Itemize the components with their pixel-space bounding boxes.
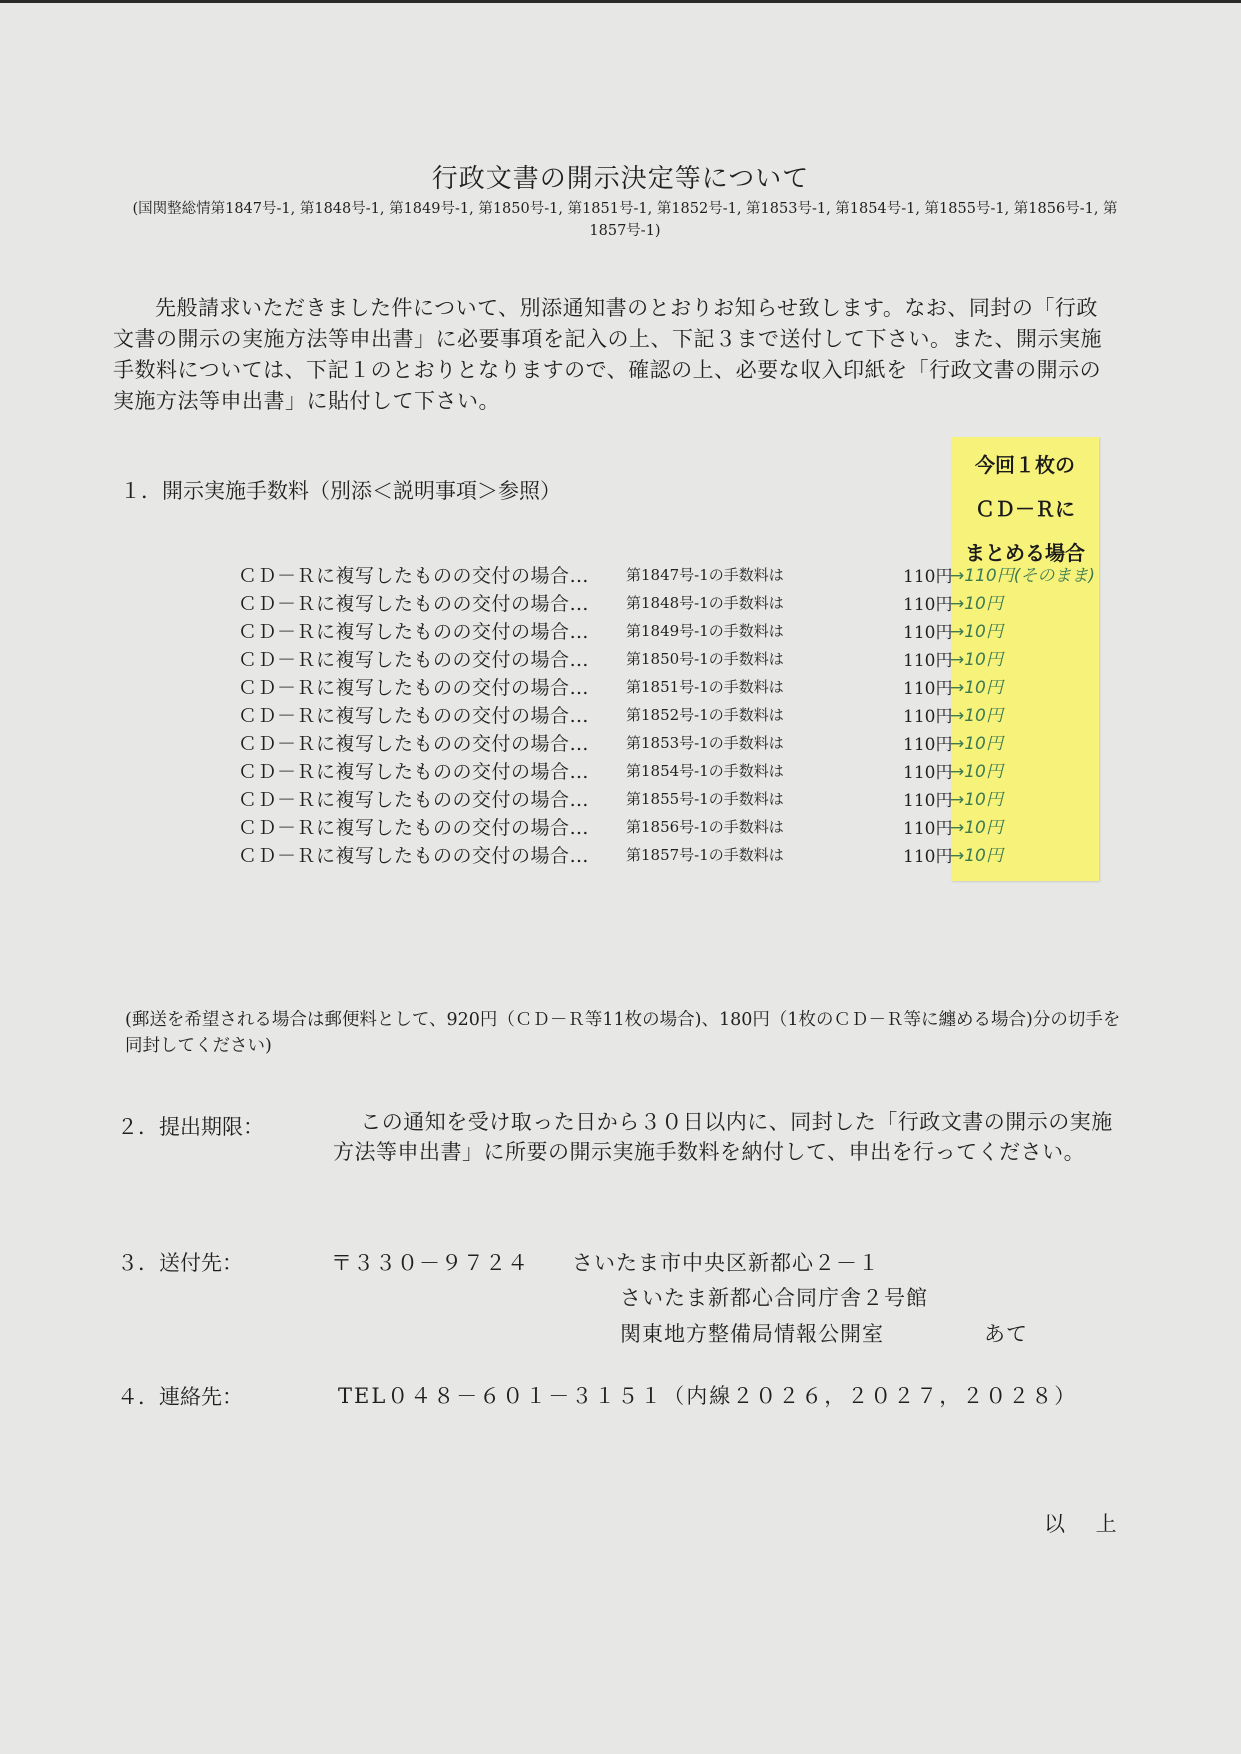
fee-row-handwritten-note: →10円 [950,846,1003,866]
fee-row-handwritten-note: →110円(そのまま) [950,566,1095,586]
sticky-note-line3: まとめる場合 [965,541,1085,565]
fee-row-label: ＣＤ－Ｒに複写したものの交付の場合… [238,677,590,699]
fee-row-handwritten-note: →10円 [950,762,1003,782]
fee-row-label: ＣＤ－Ｒに複写したものの交付の場合… [238,565,590,587]
fee-row-number: 第1849号-1の手数料は [626,622,784,640]
fee-row-label: ＣＤ－Ｒに複写したものの交付の場合… [238,705,590,727]
fee-row-number: 第1848号-1の手数料は [626,594,784,612]
fee-row-handwritten-note: →10円 [950,818,1003,838]
fee-row-number: 第1854号-1の手数料は [626,762,784,780]
fee-row-label: ＣＤ－Ｒに複写したものの交付の場合… [238,621,590,643]
fee-row-handwritten-note: →10円 [950,678,1003,698]
fee-row [238,841,1038,869]
closing-mark: 以 上 [1044,1512,1129,1536]
fee-row-amount: 110円 [903,763,953,783]
section2-text: この通知を受け取った日から３０日以内に、同封した「行政文書の開示の実施方法等申出書」に所要の開示実施手数料を納付して、申出を行ってください。 [333,1110,1113,1164]
fee-row-amount: 110円 [903,623,953,643]
fee-row-number: 第1852号-1の手数料は [626,706,784,724]
section1-heading: １．開示実施手数料（別添＜説明事項＞参照） [120,479,561,503]
fee-row-amount: 110円 [903,791,953,811]
fee-row [238,617,1038,645]
section2-label: ２．提出期限： [117,1115,264,1139]
fee-row-amount: 110円 [903,847,953,867]
fee-row-amount: 110円 [903,707,953,727]
contact-phone: TEL０４８－６０１－３１５１（内線２０２６，２０２７，２０２８） [338,1384,1078,1408]
fee-row-handwritten-note: →10円 [950,622,1003,642]
fee-row-amount: 110円 [903,595,953,615]
fee-row-label: ＣＤ－Ｒに複写したものの交付の場合… [238,845,590,867]
fee-row [238,673,1038,701]
fee-row-label: ＣＤ－Ｒに複写したものの交付の場合… [238,761,590,783]
fee-row-amount: 110円 [903,679,953,699]
fee-row-label: ＣＤ－Ｒに複写したものの交付の場合… [238,649,590,671]
fee-row-number: 第1857号-1の手数料は [626,846,784,864]
fee-row [238,785,1038,813]
fee-row [238,645,1038,673]
reference-numbers: (国関整総情第1847号-1, 第1848号-1, 第1849号-1, 第1850号-1, 第1851号-1, 第1852号-1, 第1853号-1, 第1854号-1, 第1855号-1, 第1856号-1, 第1857号-1) [132,201,1118,239]
fee-row [238,813,1038,841]
address-line-1: さいたま市中央区新都心２－１ [572,1251,880,1275]
sticky-note-line2: ＣＤ－Ｒに [975,497,1075,521]
section3-label: ３．送付先： [117,1251,243,1275]
address-line-3: 関東地方整備局情報公開室 [620,1322,884,1346]
fee-row-number: 第1847号-1の手数料は [626,566,784,584]
fee-row [238,729,1038,757]
fee-row-amount: 110円 [903,819,953,839]
fee-row-number: 第1855号-1の手数料は [626,790,784,808]
fee-row-label: ＣＤ－Ｒに複写したものの交付の場合… [238,593,590,615]
scan-edge-line [0,0,1241,3]
postal-note: (郵送を希望される場合は郵便料として、920円（ＣＤ－Ｒ等11枚の場合)、180円（1枚のＣＤ－Ｒ等に纏める場合)分の切手を同封してください) [125,1010,1121,1056]
fee-row-handwritten-note: →10円 [950,594,1003,614]
fee-row-number: 第1851号-1の手数料は [626,678,784,696]
section4-label: ４．連絡先： [117,1385,243,1409]
postal-code: 〒３３０－９７２４ [331,1251,529,1275]
fee-row-number: 第1850号-1の手数料は [626,650,784,668]
fee-row-handwritten-note: →10円 [950,706,1003,726]
fee-row-label: ＣＤ－Ｒに複写したものの交付の場合… [238,733,590,755]
fee-row [238,561,1095,589]
fee-row-amount: 110円 [903,651,953,671]
fee-row-handwritten-note: →10円 [950,790,1003,810]
intro-paragraph: 先般請求いただきました件について、別添通知書のとおりお知らせ致します。なお、同封の「行政文書の開示の実施方法等申出書」に必要事項を記入の上、下記３まで送付して下さい。また、開示実施手数料については、下記１のとおりとなりますので、確認の上、必要な収入印紙を「行政文書の開示の実施方法等申出書」に貼付して下さい。 [113,296,1102,413]
fee-row-number: 第1856号-1の手数料は [626,818,784,836]
fee-row-label: ＣＤ－Ｒに複写したものの交付の場合… [238,817,590,839]
address-line-2: さいたま新都心合同庁舎２号館 [620,1286,928,1310]
fee-row [238,701,1038,729]
fee-row-amount: 110円 [903,735,953,755]
fee-row-amount: 110円 [903,567,953,587]
fee-row [238,757,1038,785]
fee-row [238,589,1038,617]
sticky-note-line1: 今回１枚の [975,453,1075,477]
fee-table [238,561,1095,869]
document-title: 行政文書の開示決定等について [431,164,810,194]
fee-row-label: ＣＤ－Ｒに複写したものの交付の場合… [238,789,590,811]
fee-row-handwritten-note: →10円 [950,734,1003,754]
fee-row-number: 第1853号-1の手数料は [626,734,784,752]
address-attention: あて [984,1322,1028,1346]
fee-row-handwritten-note: →10円 [950,650,1003,670]
